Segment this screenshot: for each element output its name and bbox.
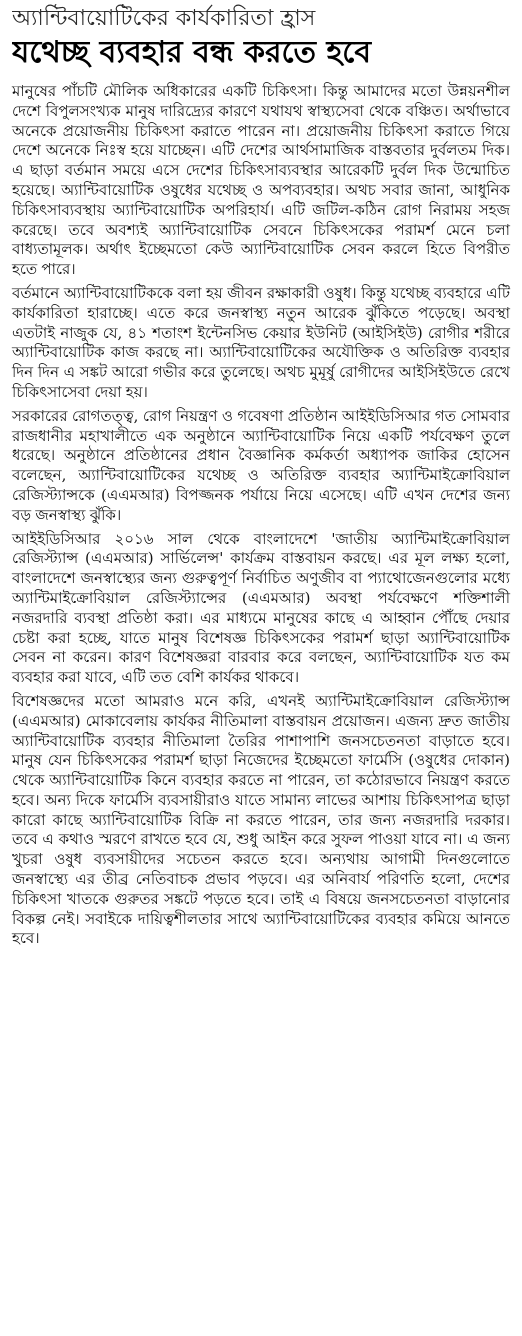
paragraph-4: আইইডিসিআর ২০১৬ সাল থেকে বাংলাদেশে 'জাতীয় অ্যান্টিমাইক্রোবিয়াল রেজিস্ট্যান্স (এএমআর) সার্ভিলেন্স' কার্যক্রম বাস্তবায়ন করছে। এর মূল লক্ষ্য হলো, বাংলাদেশে জনস্বাস্থ্যের জন্য গুরুত্বপূর্ণ নির্বাচিত অণুজীব বা প্যাথোজেনগুলোর মধ্যে অ্যান্টিমাইক্রোবিয়াল রেজিস্ট্যান্সের (এএমআর) অবস্থা পর্যবেক্ষণে শক্তিশালী নজরদারি ব্যবস্থা প্রতিষ্ঠা করা। এর মাধ্যমে মানুষের কাছে এ আহ্বান পৌঁছে দেয়ার চেষ্টা করা হচ্ছে, যাতে মানুষ বিশেষজ্ঞ চিকিৎসকের পরামর্শ ছাড়া অ্যান্টিবায়োটিক সেবন না করেন। কারণ বিশেষজ্ঞরা বারবার করে বলছেন, অ্যান্টিবায়োটিক যত কম ব্যবহার করা যাবে, এটি তত বেশি কার্যকর থাকবে। bbox=[12, 529, 510, 687]
paragraph-2: বর্তমানে অ্যান্টিবায়োটিককে বলা হয় জীবন রক্ষাকারী ওষুধ। কিন্তু যথেচ্ছ ব্যবহারে এটি কার্যকারিতা হারাচ্ছে। এতে করে জনস্বাস্থ্য নতুন আরেক ঝুঁকিতে পড়েছে। অবস্থা এতটাই নাজুক যে, ৪১ শতাংশ ইন্টেনসিভ কেয়ার ইউনিট (আইসিইউ) রোগীর শরীরে অ্যান্টিবায়োটিক কাজ করছে না। অ্যান্টিবায়োটিকের অযৌক্তিক ও অতিরিক্ত ব্যবহার দিন দিন এ সঙ্কট আরো গভীর করে তুলেছে। অথচ মুমূর্ষু রোগীদের আইসিইউতে রেখে চিকিৎসাসেবা দেয়া হয়। bbox=[12, 283, 510, 401]
paragraph-5: বিশেষজ্ঞদের মতো আমরাও মনে করি, এখনই অ্যান্টিমাইক্রোবিয়াল রেজিস্ট্যান্স (এএমআর) মোকাবেলায় কার্যকর নীতিমালা বাস্তবায়ন প্রয়োজন। এজন্য দ্রুত জাতীয় অ্যান্টিবায়োটিক ব্যবহার নীতিমালা তৈরির পাশাপাশি জনসচেতনতা বাড়াতে হবে। মানুষ যেন চিকিৎসকের পরামর্শ ছাড়া নিজেদের ইচ্ছেমতো ফার্মেসি (ওষুধের দোকান) থেকে অ্যান্টিবায়োটিক কিনে ব্যবহার করতে না পারেন, তা কঠোরভাবে নিয়ন্ত্রণ করতে হবে। অন্য দিকে ফার্মেসি ব্যবসায়ীরাও যাতে সামান্য লাভের আশায় চিকিৎসাপত্র ছাড়া কারো কাছে অ্যান্টিবায়োটিক বিক্রি না করতে পারেন, তার জন্য নজরদারি দরকার। তবে এ কথাও স্মরণে রাখতে হবে যে, শুধু আইন করে সুফল পাওয়া যাবে না। এ জন্য খুচরা ওষুধ ব্যবসায়ীদের সচেতন করতে হবে। অন্যথায় আগামী দিনগুলোতে জনস্বাস্থ্যে এর তীব্র নেতিবাচক প্রভাব পড়বে। এর অনিবার্য পরিণতি হলো, দেশের চিকিৎসা খাতকে গুরুতর সঙ্কটে পড়তে হবে। তাই এ বিষয়ে জনসচেতনতা বাড়ানোর বিকল্প নেই। সবাইকে দায়িত্বশীলতার সাথে অ্যান্টিবায়োটিকের ব্যবহার কমিয়ে আনতে হবে। bbox=[12, 691, 510, 948]
article-headline: যথেচ্ছ ব্যবহার বন্ধ করতে হবে bbox=[12, 35, 372, 70]
article-body bbox=[12, 82, 510, 949]
article-kicker: অ্যান্টিবায়োটিকের কার্যকারিতা হ্রাস bbox=[12, 6, 316, 31]
paragraph-3: সরকারের রোগতত্ত্ব, রোগ নিয়ন্ত্রণ ও গবেষণা প্রতিষ্ঠান আইইডিসিআর গত সোমবার রাজধানীর মহাখালীতে এক অনুষ্ঠানে অ্যান্টিবায়োটিক নিয়ে একটি পর্যবেক্ষণ তুলে ধরেছে। অনুষ্ঠানে প্রতিষ্ঠানের প্রধান বৈজ্ঞানিক কর্মকর্তা অধ্যাপক জাকির হোসেন বলেছেন, অ্যান্টিবায়োটিকের যথেচ্ছ ও অতিরিক্ত ব্যবহার অ্যান্টিমাইক্রোবিয়াল রেজিস্ট্যান্সকে (এএমআর) বিপজ্জনক পর্যায়ে নিয়ে এসেছে। এটি এখন দেশের জন্য বড় জনস্বাস্থ্য ঝুঁকি। bbox=[12, 406, 510, 524]
paragraph-1: মানুষের পাঁচটি মৌলিক অধিকারের একটি চিকিৎসা। কিন্তু আমাদের মতো উন্নয়নশীল দেশে বিপুলসংখ্যক মানুষ দারিদ্র্যের কারণে যথাযথ স্বাস্থ্যসেবা থেকে বঞ্চিত। অর্থাভাবে অনেকে প্রয়োজনীয় চিকিৎসা করাতে পারেন না। প্রয়োজনীয় চিকিৎসা করাতে গিয়ে দেশে অনেকে নিঃস্ব হয়ে যাচ্ছেন। এটি দেশের আর্থসামাজিক বাস্তবতার দুর্বলতম দিক। এ ছাড়া বর্তমান সময়ে এসে দেশের চিকিৎসাব্যবস্থার আরেকটি দুর্বল দিক উন্মোচিত হয়েছে। অ্যান্টিবায়োটিক ওষুধের যথেচ্ছ ও অপব্যবহার। অথচ সবার জানা, আধুনিক চিকিৎসাব্যবস্থায় অ্যান্টিবায়োটিক অপরিহার্য। এটি জটিল-কঠিন রোগ নিরাময় সহজ করেছে। তবে অবশ্যই অ্যান্টিবায়োটিক সেবনে চিকিৎসকের পরামর্শ মেনে চলা বাধ্যতামূলক। অর্থাৎ ইচ্ছেমতো কেউ অ্যান্টিবায়োটিক সেবন করলে হিতে বিপরীত হতে পারে। bbox=[12, 82, 510, 279]
